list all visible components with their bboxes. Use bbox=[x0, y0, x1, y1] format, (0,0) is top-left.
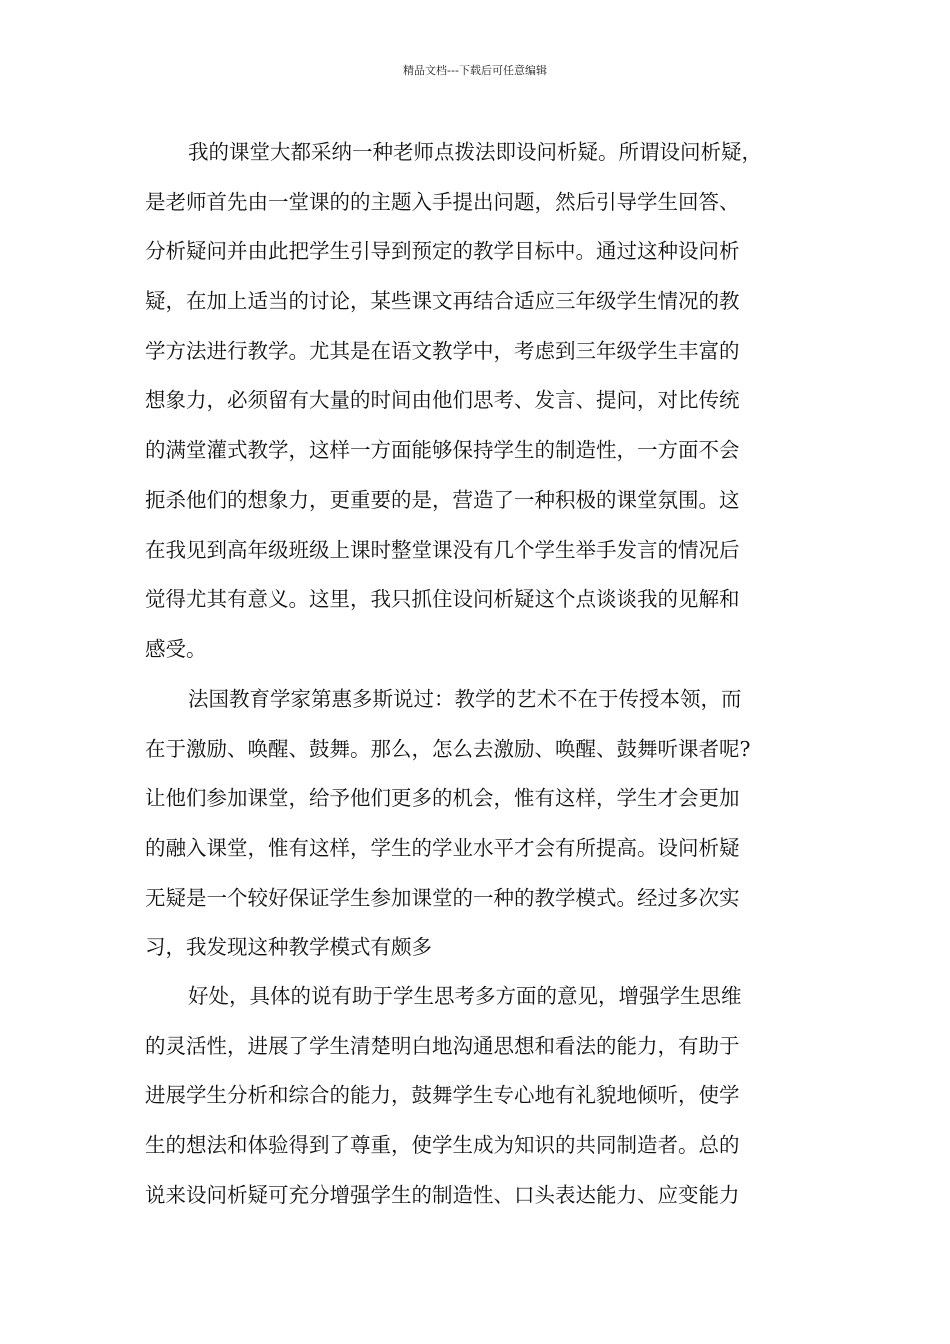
text-line: 在于激励、唤醒、鼓舞。那么，怎么去激励、唤醒、鼓舞听课者呢? bbox=[145, 736, 751, 761]
text-line: 的满堂灌式教学，这样一方面能够保持学生的制造性，一方面不会 bbox=[145, 438, 740, 463]
text-line: 让他们参加课堂，给予他们更多的机会，惟有这样，学生才会更加 bbox=[145, 786, 740, 811]
text-line: 扼杀他们的想象力，更重要的是，营造了一种积极的课堂氛围。这 bbox=[145, 487, 740, 512]
text-line: 学方法进行教学。尤其是在语文教学中，考虑到三年级学生丰富的 bbox=[145, 338, 740, 363]
text-line: 说来设问析疑可充分增强学生的制造性、口头表达能力、应变能力 bbox=[145, 1182, 740, 1207]
text-line: 的融入课堂，惟有这样，学生的学业水平才会有所提高。设问析疑 bbox=[145, 836, 740, 861]
text-line: 进展学生分析和综合的能力，鼓舞学生专心地有礼貌地倾听，使学 bbox=[145, 1083, 740, 1108]
paragraph-1 bbox=[145, 128, 810, 675]
text-line: 我的课堂大都采纳一种老师点拨法即设问析疑。所谓设问析疑， bbox=[188, 140, 762, 164]
text-line: 是老师首先由一堂课的的主题入手提出问题，然后引导学生回答、 bbox=[145, 189, 740, 214]
text-line: 生的想法和体验得到了尊重，使学生成为知识的共同制造者。总的 bbox=[145, 1133, 740, 1158]
text-line: 觉得尤其有意义。这里，我只抓住设问析疑这个点谈谈我的见解和 bbox=[145, 587, 740, 612]
text-line: 想象力，必须留有大量的时间由他们思考、发言、提问，对比传统 bbox=[145, 388, 740, 413]
text-line: 无疑是一个较好保证学生参加课堂的一种的教学模式。经过多次实 bbox=[145, 885, 740, 910]
text-line: 感受。 bbox=[145, 636, 207, 661]
text-line: 分析疑问并由此把学生引导到预定的教学目标中。通过这种设问析 bbox=[145, 239, 740, 264]
text-line: 疑，在加上适当的讨论，某些课文再结合适应三年级学生情况的教 bbox=[145, 289, 740, 314]
paragraph-2 bbox=[145, 675, 810, 973]
page-header: 精品文档---下载后可任意编辑 bbox=[403, 64, 547, 77]
text-line: 习，我发现这种教学模式有颇多 bbox=[145, 935, 432, 960]
text-line: 好处，具体的说有助于学生思考多方面的意见，增强学生思维 bbox=[188, 984, 742, 1008]
paragraph-3 bbox=[145, 972, 810, 1220]
text-line: 法国教育学家第惠多斯说过：教学的艺术不在于传授本领，而 bbox=[188, 687, 742, 711]
text-line: 的灵活性，进展了学生清楚明白地沟通思想和看法的能力，有助于 bbox=[145, 1033, 740, 1058]
text-line: 在我见到高年级班级上课时整堂课没有几个学生举手发言的情况后 bbox=[145, 537, 740, 562]
